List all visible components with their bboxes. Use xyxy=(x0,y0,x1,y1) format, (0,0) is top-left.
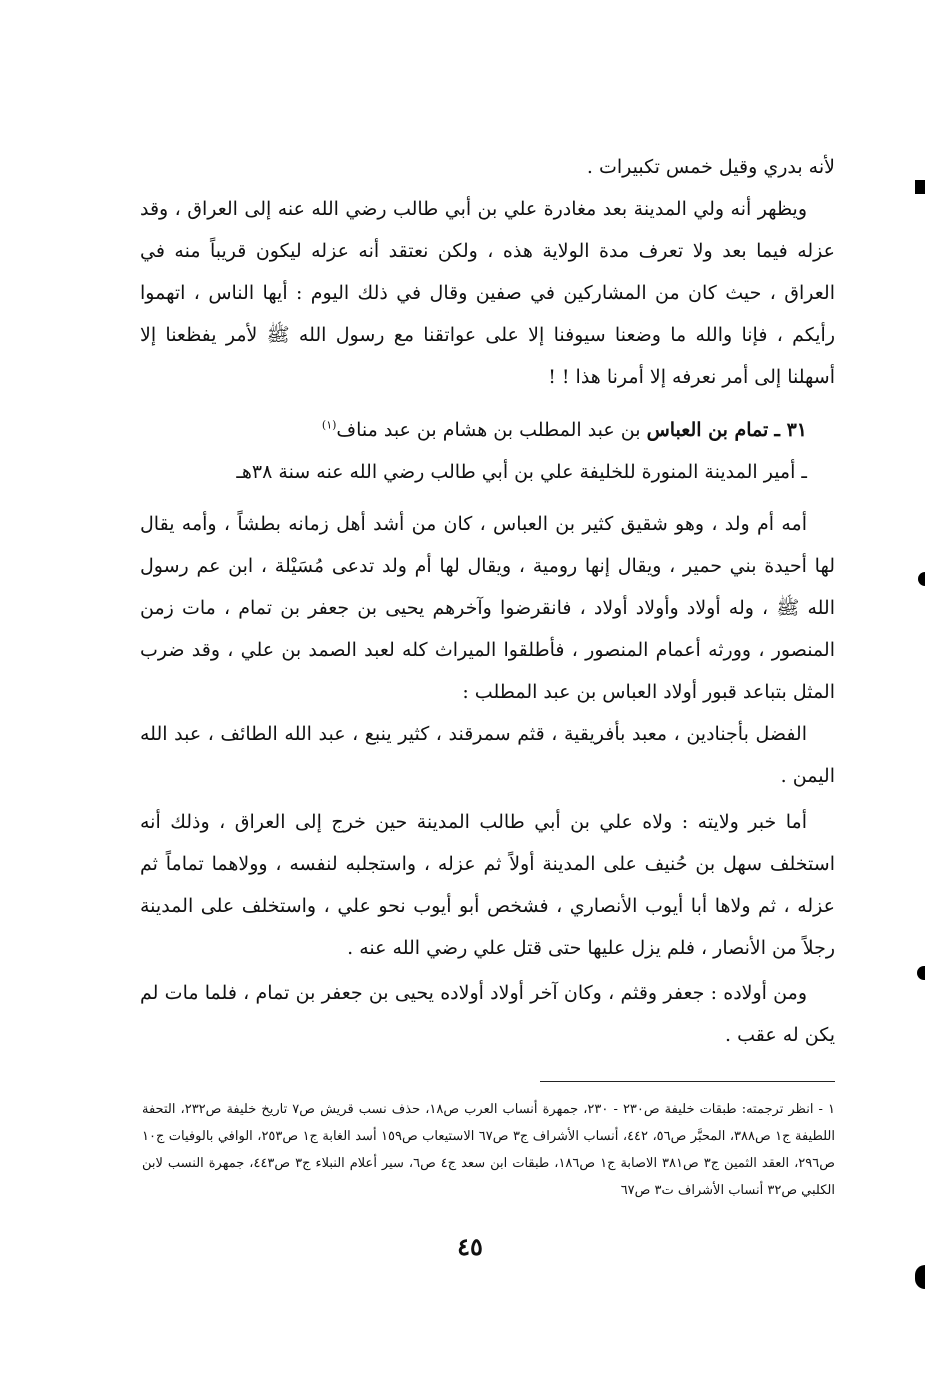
scan-edge-mark xyxy=(915,180,925,194)
entry-name: تمام بن العباس xyxy=(646,419,769,441)
paragraph: ومن أولاده : جعفر وقثم ، وكان آخر أولاد أولاده يحيى بن جعفر بن تمام ، فلما مات لم يكن له عقب . xyxy=(140,982,835,1046)
footnote: ١ - انظر ترجمته: طبقات خليفة ص٢٣٠ - ٢٣٠، جمهرة أنساب العرب ص١٨، حذف نسب قريش ص٧ تاريخ خليفة ص٢٣٢، التحفة اللطيفة ج١ ص٣٨٨، المحبَّر ص٥٦، ٤٤٢، أنساب الأشراف ج٣ ص٦٧ الاستيعاب ص١٥٩ أسد الغابة ج١ ص٢٥٣، الوافي بالوفيات ج١٠ ص٢٩٦، العقد الثمين ج٣ ص٣٨١ الاصابة ج١ ص١٨٦، طبقات ابن سعد ج٤ ص٦، سير أعلام النبلاء ج٣ ص٤٤٣، جمهرة النسب لابن الكلبي ص٣٢ أنساب الأشراف ت٣ ص٦٧ xyxy=(142,1102,835,1198)
footnote-reference: (١) xyxy=(321,418,337,432)
page-number: ٤٥ xyxy=(457,1232,483,1261)
paragraph: أما خبر ولايته : ولاه علي بن أبي طالب المدينة حين خرج إلى العراق ، وذلك أنه استخلف سهل بن حُنيف على المدينة أولاً ثم عزله ، واستجلبه لنفسه ، وولاهما تماماً ثم عزله ، ثم ولاها أبا أيوب الأنصاري ، فشخص أبو أيوب نحو علي ، واستخلف على المدينة رجلاً من الأنصار ، فلم يزل عليها حتى قتل علي رضي الله عنه . xyxy=(140,811,835,959)
main-text xyxy=(140,146,835,398)
main-text-2 xyxy=(140,503,835,713)
scan-edge-mark xyxy=(915,1265,925,1289)
main-text-5 xyxy=(140,972,835,1056)
paragraph: ويظهر أنه ولي المدينة بعد مغادرة علي بن أبي طالب رضي الله عنه إلى العراق ، وقد عزله فيما بعد ولا تعرف مدة الولاية هذه ، ولكن نعتقد أنه عزله ليكون قريباً منه في العراق ، حيث كان من المشاركين في صفين وقال في ذلك اليوم : أيها الناس ، اتهموا رأيكم ، فإنا والله ما وضعنا سيوفنا إلا على عواتقنا مع رسول الله ﷺ لأمر يفظعنا إلا أسهلنا إلى أمر نعرفه إلا أمرنا هذا ! ! xyxy=(140,198,835,388)
footnote-divider xyxy=(540,1081,835,1082)
entry-number: ٣١ ـ xyxy=(774,419,807,441)
paragraph: الفضل بأجنادين ، معبد بأفريقية ، قثم سمرقند ، كثير ينبع ، عبد الله الطائف ، عبد الله اليمن . xyxy=(140,723,835,787)
paragraph: أمه أم ولد ، وهو شقيق كثير بن العباس ، كان من أشد أهل زمانه بطشاً ، وأمه يقال لها أحيدة بني حمير ، ويقال إنها رومية ، ويقال لها أم ولد تدعى مُسَيْلة ، ابن عم رسول الله ﷺ ، وله أولاد وأولاد أولاد ، فانقرضوا وآخرهم يحيى بن جعفر بن تمام ، مات زمن المنصور ، وورثه أعمام المنصور ، فأطلقوا الميراث كله لعبد الصمد بن علي ، وقد ضرب المثل بتباعد قبور أولاد العباس بن عبد المطلب : xyxy=(140,513,835,703)
scan-edge-mark xyxy=(917,966,925,980)
footnotes xyxy=(142,1096,835,1204)
entry-heading xyxy=(140,409,835,451)
main-text-4 xyxy=(140,801,835,969)
entry-subheading: ـ أمير المدينة المنورة للخليفة علي بن أبي طالب رضي الله عنه سنة ٣٨هـ xyxy=(236,461,807,483)
paragraph-continuation: لأنه بدري وقيل خمس تكبيرات . xyxy=(586,156,835,178)
entry-lineage: بن عبد المطلب بن هشام بن عبد مناف xyxy=(336,419,641,441)
scan-edge-mark xyxy=(918,572,925,586)
main-text-3 xyxy=(140,713,835,797)
entry-heading-block xyxy=(140,409,835,493)
